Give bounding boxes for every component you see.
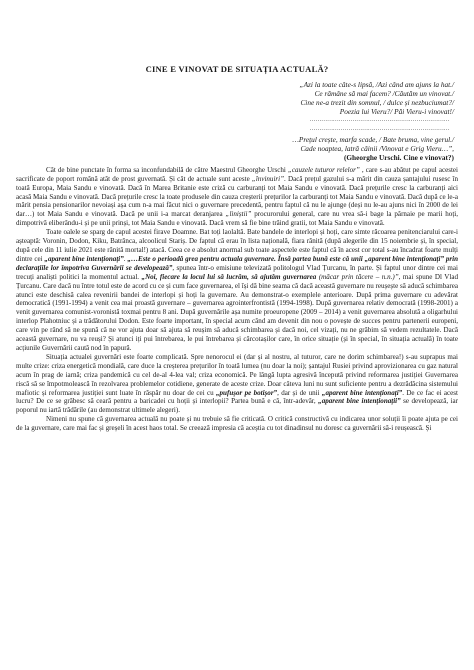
text-run: se developează, iar poporul nu iartă trădările (au demonstrat ultimele alegeri). [16,397,458,415]
poem-separator: ……………………………………………………………… [309,126,450,133]
paragraph [16,415,458,433]
paragraph [16,353,458,415]
poem-line: Cade noaptea, latră câinii /Vinovat e Grig Vieru…”, [300,143,454,153]
bold-italic-quote: „…Este o perioadă grea pentru actuala guvernare. Însă partea bună este că unii „aparent bine intenționați” prin declarațiile lor împotriva Guvernării se developează” [16,254,458,272]
article-body [16,166,458,433]
text-run: , mai spune Dl Vlad Țurcanu. Care dacă nu între totul este de acord cu ce și cum face guvernarea, el își dă bine seama că dacă această guvernare nu reușește să aducă schimbarea atunci este deschisă calea revenirii bandei de interlopi și hoți la guvernare. Au demonstrat-o exemplele anterioare. După prima guvernare cu adevărat democratică (1991-1994) a venit cea mai proastă guvernare – guvernarea agrointerfrontistă (1994-1998). După guvernarea relativ democrată (1998-2001) a venit guvernarea comunist-voronistă toxmai pentru 8 ani. După guvernările așa numite proeuropene (2009 – 2014) a venit guvernarea absolută a oligarhului interlop Plahotniuc și a trădătorului Dodon. Este foarte important, în special acum când am devenit din nou o povește de succes pentru partenerii europeni, care vin pe rând să ne spună că ne vor ajuta doar să ajuta să reușim să aducă schimbarea și dacă noi, cel vizați, nu ne grăbim să vedem rezultatele. Dacă această guvernare, nu va reuși? Și atunci iți pui întrebarea, le pui întrebarea și cârcotașilor care, în orice situație (și în special, în situația actuală) în toate acțiunile Guvernării caută nod în papură. [16,272,458,352]
poem-epigraph [16,80,454,162]
bold-italic-quote: „aparent bine intenționații” [318,397,401,406]
italic-quote: „învinuiri” [251,174,285,183]
text-run: Toate oalele se sparg de capul acestei firave Doamne. Bat toți laolaltă. Bate bandele de interlopi și hoți, care simte răcoarea penitenciarului care-i așteaptă: Voronin, Dodon, Kiku, Batrânca, alcoolicul Stariș. De faptul că erau în lista națională, fiara rănită (după alegerile din 15 noiembrie și, în special, după cele din 11 iulie 2021 este rănită mortal!) atacă. Ceea ce e absolut anormal sub toate aspectele este faptul că în acest cor total s-au încadrat foarte mulți dintre cei [16,228,458,263]
paragraph [16,228,458,353]
text-run: Nimeni nu spune că guvernarea actuală nu poate și nu trebuie să fie criticată. O critică constructivă cu indicarea unor soluții îi poate ajuta pe cei de la guvernare, care mai fac și greșeli în acest haos total. Se creează impresia că aceștia cu tot dinadinsul nu doresc ca guvernării să-i reușească. Și [16,415,458,433]
paragraph [16,166,458,228]
text-run: procurorului general, care nu vrea să-i bage la pârnaie pe marii hoți, dimpotrivă eliberându-i și pe unii prinși, tot Maia Sandu e vinovată. Dacă vrem să fie bine trăind gratii, tot Maia Sandu e vinovată. [16,210,459,228]
text-run: . [123,254,128,263]
bold-italic-quote: „aparent bine intenționați” [321,388,403,397]
poem-line: Ce rămâne să mai facem? /Căutăm un vinovat./ [314,89,454,99]
italic-quote: „cauzele tuturor relelor” [287,165,360,174]
poem-separator: ……………………………………………………………… [309,117,450,124]
text-run: , care s-au abătut pe capul acestei sacrificate de poport română atât de prost guvernată. Și cât de actuale sunt aceste [16,165,458,183]
bold-italic-quote: „pufușor pe botișor” [216,388,278,397]
text-run: . De ce fac ei acest lucru? De ce se grăbesc să ceară pentru a baricadei cu hoții și interlopii? Partea bună e că, într-adevăr, [16,388,458,406]
text-run: Situația actualei guvernări este foarte complicată. Spre nenorocul ei (dar și al nostru, al tuturor, care ne dorim schimbarea!) s-au suprapus mai multe crize: criza energetică mondială, care duce la creșterea prețurilor în toată lumea (nu doar la noi); șantajul Rusiei privind aprovizionarea cu gaz natural acum în prag de iarnă; criza pandemică cu cel de-al 4-lea val; criza economică. Pe lângă lupta agresivă începută privind reformarea justiției Guvernarea riscă să se împotmolească în rezolvarea problemelor cotidiene, generate de aceste crize. Doar câteva luni nu sunt suficiente pentru a dezrădăcina sistemului mafiotic și reformarea justiției sunt luate în răspăr nu doar de cei cu [16,352,458,397]
article-title: CINE E VINOVAT DE SITUAȚIA ACTUALĂ? [145,64,329,74]
poem-line: „Azi la toate câte-s lipsă, /Azi când am ajuns la hat./ [299,80,454,89]
italic-quote: „liniștii” [225,210,252,219]
bold-italic-quote: „Noi, fiecare la locul lui să lucrăm, să ajutăm guvernarea [141,272,317,281]
poem-line: …Prețul crește, marfa scade, / Bate bruma, vine gerul./ [292,134,454,144]
bold-italic-quote: „aparent bine intenționați” [44,254,124,263]
poem-line: Poezia lui Vieru?/ Păi Vieru-i vinovat!/ [339,107,454,117]
text-run: Cât de bine punctate în forma sa inconfundabilă de către Maestrul Gheorghe Urschi [46,165,288,174]
text-run: , spunea într-o emisiune televizată politologul Vlad Țurcanu, în parte. Și faptul unor dintre cei mai trecuți analiști politici la momentul actual. [16,263,458,281]
poem-line: Cine ne-a trezit din somnul, / dulce și nezbuciumat?/ [300,98,454,108]
text-run: , dar și de unii [277,388,322,397]
italic-quote: (măcar prin tăcere – n.n.)” [316,272,399,281]
poem-attribution: (Gheorghe Urschi. Cine e vinovat?) [343,152,454,162]
text-run: . Dacă prețul gazului s-a mărit din cauza șantajului rusesc în toată Europa, Maia Sandu e vinovată. Dacă în Marea Britanie este criză cu carburanți tot Maia Sandu e vinovată. Dacă prețurile cresc la carburanți aici acasă Maia Sandu e vinovată. Dacă prețurile cresc la toate produsele din cauza creșterii prețurilor la carburanți tot Maia Sandu e vinovată. Dacă după ce le-a mărit pensia pensionarilor nevoiași așa cum n-a mai făcut nici o guvernare precedentă, pentru faptul că nu le ajunge (deși nu le-au ajuns nici în 2000 de lei dar…) tot Maia Sandu e vinovată. Dacă pe unii i-a marcat deranjarea [16,174,458,219]
